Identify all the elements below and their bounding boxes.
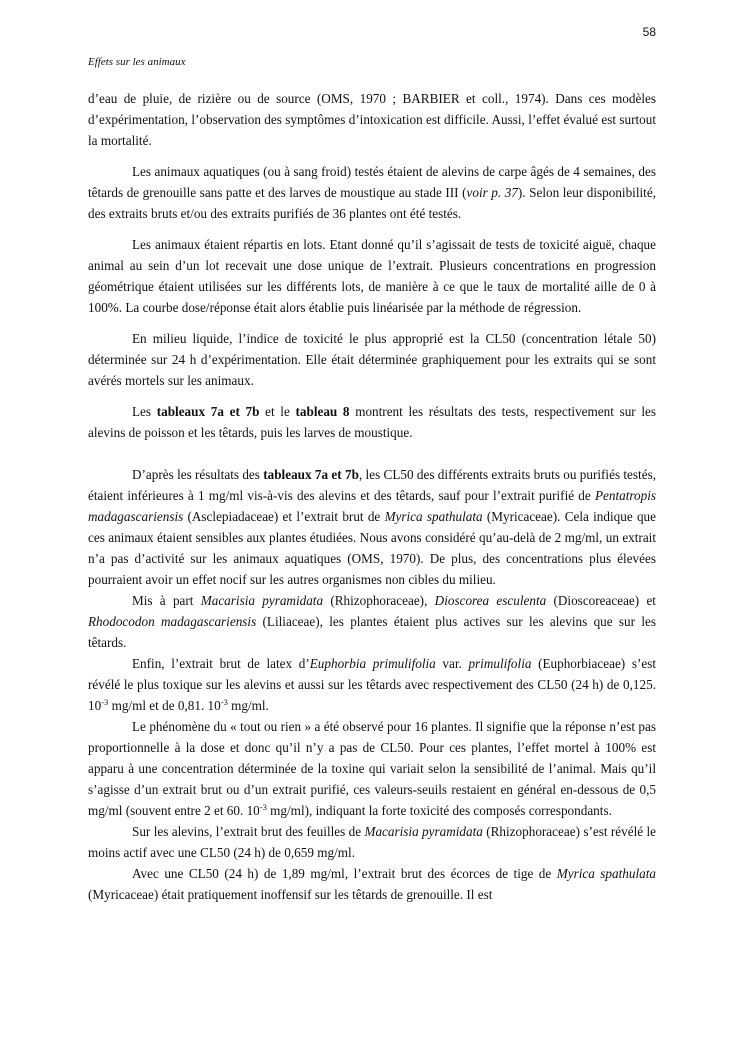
text-run: (Euphorbiaceae) s’est révélé le plus toxique sur les alevins et aussi sur les têtards avec respectivement des CL50 (24 h) de 0,125. 10 — [88, 656, 656, 713]
text-run: D’après les résultats des — [132, 467, 264, 482]
paragraph — [88, 863, 656, 905]
text-run: (Dioscoreaceae) et — [546, 593, 656, 608]
italic-run: Myrica spathulata — [556, 866, 656, 881]
paragraph — [88, 464, 656, 590]
text-run: Le phénomène du « tout ou rien » a été observé pour 16 plantes. Il signifie que la réponse n’est pas proportionnelle à la dose et donc qu’il n’y a pas de CL50. Pour ces plantes, l’effet mortel à 100% est apparu à une concentration déterminée de la toxine qui variait selon la sensibilité de l’animal. Mais qu’il s’agisse d’un extrait brut ou d’un extrait purifié, ces valeurs-seuils restaient en général en-dessous de 0,5 mg/ml (souvent entre 2 et 60. 10 — [88, 719, 656, 818]
running-head: Effets sur les animaux — [88, 56, 186, 68]
paragraph — [88, 401, 656, 443]
superscript-run: -3 — [101, 697, 109, 707]
superscript-run: -3 — [259, 802, 267, 812]
text-run: et le — [259, 404, 296, 419]
text-run: mg/ml. — [227, 698, 269, 713]
body-text — [88, 88, 656, 905]
paragraph — [88, 716, 656, 821]
text-run: mg/ml), indiquant la forte toxicité des composés correspondants. — [266, 803, 612, 818]
paragraph — [88, 328, 656, 391]
superscript-run: -3 — [220, 697, 228, 707]
text-run: En milieu liquide, l’indice de toxicité le plus approprié est la CL50 (concentration létale 50) déterminée sur 24 h d’expérimentation. Elle était déterminée graphiquement pour les extraits qui se sont avérés mortels sur les animaux. — [88, 331, 656, 388]
text-run: Mis à part — [132, 593, 201, 608]
text-run: (Asclepiadaceae) et l’extrait brut de — [183, 509, 385, 524]
text-run: d’eau de pluie, de rizière ou de source (OMS, 1970 ; BARBIER et coll., 1974). Dans ces modèles d’expérimentation, l’observation des symptômes d’intoxication est difficile. Aussi, l’effet évalué est surtout la mortalité. — [88, 91, 656, 148]
paragraph — [88, 653, 656, 716]
text-run: Les animaux étaient répartis en lots. Etant donné qu’il s’agissait de tests de toxicité aiguë, chaque animal au sein d’un lot recevait une dose unique de l’extrait. Plusieurs concentrations en progression géométrique étaient utilisées sur les différents lots, de manière à ce que le taux de mortalité aille de 0 à 100%. La courbe dose/réponse était alors établie puis linéarisée par la méthode de régression. — [88, 237, 656, 315]
text-run: , les CL50 des différents extraits bruts ou purifiés testés, étaient inférieures à 1 mg/ml vis-à-vis des alevins et des têtards, sauf pour l’extrait purifié de — [88, 467, 656, 503]
text-run: Les — [132, 404, 157, 419]
bold-run: tableau 8 — [295, 404, 350, 419]
text-run: Les animaux aquatiques (ou à sang froid) testés étaient de alevins de carpe âgés de 4 semaines, des têtards de grenouille sans patte et des larves de moustique au stade III ( — [88, 164, 656, 200]
italic-run: Macarisia pyramidata — [200, 593, 324, 608]
text-run: (Myricaceae) était pratiquement inoffensif sur les têtards de grenouille. Il est — [88, 887, 493, 902]
text-run: (Liliaceae), les plantes étaient plus actives sur les alevins que sur les têtards. — [88, 614, 656, 650]
paragraph — [88, 590, 656, 653]
italic-run: Myrica spathulata — [384, 509, 483, 524]
italic-run: voir p. 37 — [466, 185, 518, 200]
text-run: mg/ml et de 0,81. 10 — [108, 698, 221, 713]
text-run: Avec une CL50 (24 h) de 1,89 mg/ml, l’extrait brut des écorces de tige de — [132, 866, 557, 881]
text-run: (Rhizophoraceae) s’est révélé le moins actif avec une CL50 (24 h) de 0,659 mg/ml. — [88, 824, 656, 860]
text-run: (Rhizophoraceae), — [323, 593, 435, 608]
italic-run: Rhodocodon madagascariensis — [88, 614, 257, 629]
page-number: 58 — [642, 25, 656, 39]
italic-run: primulifolia — [468, 656, 532, 671]
text-run: (Myricaceae). Cela indique que ces animaux étaient sensibles aux plantes étudiées. Nous avons considéré qu’au-delà de 2 mg/ml, un extrait n’a pas d’activité sur les animaux aquatiques (OMS, 1970). De plus, des concentrations plus élevées pourraient avoir un effet nocif sur les autres organismes non cibles du milieu. — [88, 509, 656, 587]
paragraph — [88, 161, 656, 224]
italic-run: Euphorbia primulifolia — [309, 656, 436, 671]
italic-run: Macarisia pyramidata — [364, 824, 483, 839]
bold-run: tableaux 7a et 7b — [263, 467, 359, 482]
text-run: var. — [435, 656, 469, 671]
paragraph — [88, 234, 656, 318]
italic-run: Pentatropis madagascariensis — [88, 488, 656, 524]
text-run: montrent les résultats des tests, respectivement sur les alevins de poisson et les têtards, puis les larves de moustique. — [88, 404, 656, 440]
italic-run: Dioscorea esculenta — [434, 593, 547, 608]
bold-run: tableaux 7a et 7b — [156, 404, 260, 419]
text-run: Enfin, l’extrait brut de latex d’ — [132, 656, 310, 671]
text-run: Sur les alevins, l’extrait brut des feuilles de — [132, 824, 365, 839]
text-run: ). Selon leur disponibilité, des extraits bruts et/ou des extraits purifiés de 36 plantes ont été testés. — [88, 185, 656, 221]
paragraph — [88, 821, 656, 863]
paragraph — [88, 88, 656, 151]
